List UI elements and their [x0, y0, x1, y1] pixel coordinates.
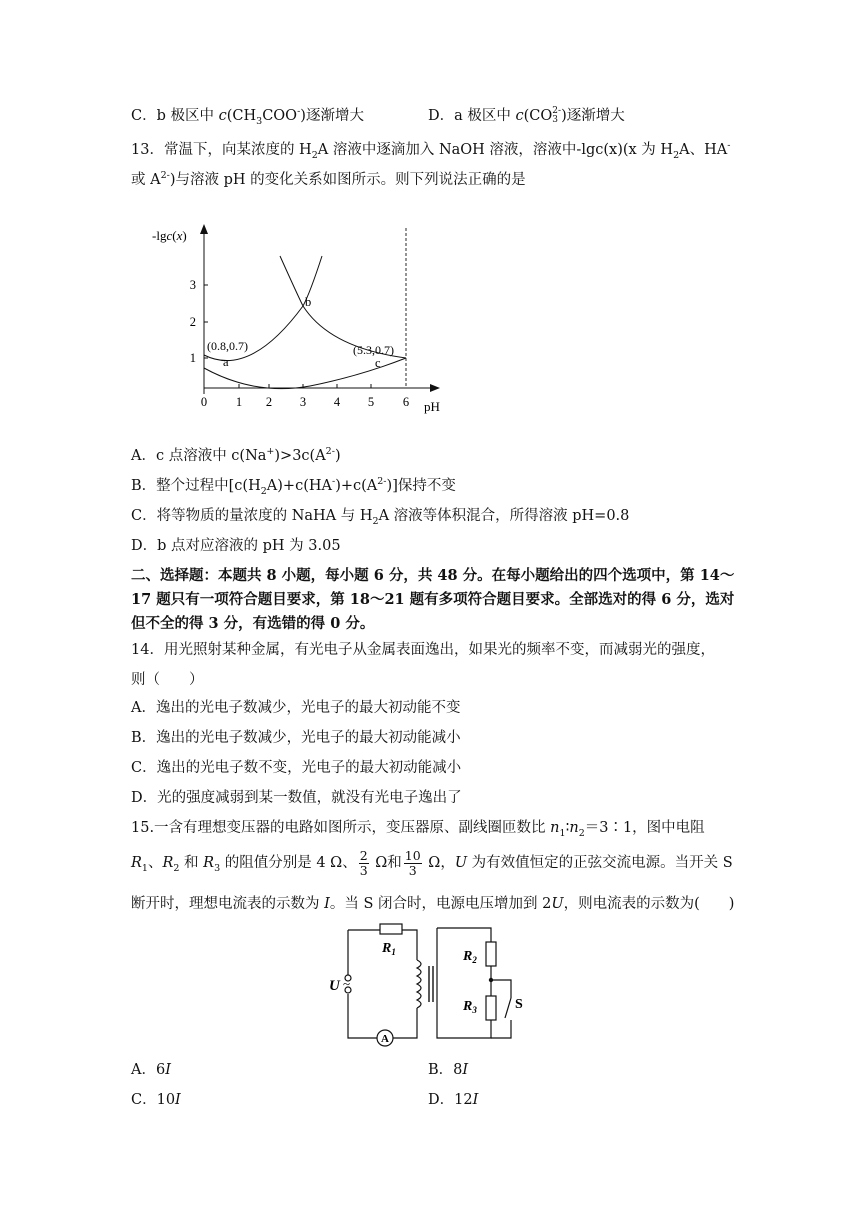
- y-tick-2: 2: [189, 315, 196, 329]
- resistor-r2: [486, 942, 496, 966]
- q15-option-a: A．6I: [131, 1062, 171, 1078]
- x-tick-4: 4: [333, 395, 341, 409]
- q14-stem-line1: 14．用光照射某种金属，有光电子从金属表面逸出，如果光的频率不变，而减弱光的强度，: [131, 642, 715, 658]
- resistor-r1: [380, 924, 402, 934]
- fraction-10-3: $\frac{10}{3}$: [404, 847, 421, 878]
- q13-option-d: D．b 点对应溶液的 pH 为 3.05: [131, 538, 341, 554]
- primary-coil: [417, 960, 421, 1008]
- q12-option-c: C．b 极区中 $c(CH_3COO^-)$逐渐增大: [131, 106, 364, 127]
- q14-option-a: A．逸出的光电子数减少，光电子的最大初动能不变: [131, 700, 461, 716]
- resistor-r3: [486, 996, 496, 1020]
- point-a-label: a: [223, 355, 229, 369]
- q15-stem-line3: 断开时，理想电流表的示数为 I。当 S 闭合时，电源电压增加到 2U，则电流表的示数为( ): [131, 896, 735, 912]
- fraction-2-3: $\frac{2}{3}$: [359, 847, 368, 878]
- q15-option-b: B．8I: [428, 1062, 469, 1078]
- x-tick-2: 2: [265, 395, 273, 409]
- label-r2: $R_2$: [463, 949, 477, 965]
- q13-option-a: A．c 点溶液中 $c(Na^+)>3c(A^{2-})$: [131, 446, 341, 464]
- label-u: U: [329, 978, 340, 994]
- q15-stem-line2: $R_1$、$R_2$ 和 $R_3$ 的阻值分别是 4 Ω、 $\frac{2}{3}$ Ω和 $\frac{10}{3}$ Ω，U 为有效值恒定的正弦交流电源。当开关 S: [131, 847, 733, 878]
- q14-option-d: D．光的强度减弱到某一数值，就没有光电子逸出了: [131, 790, 462, 806]
- switch-s: [505, 998, 511, 1018]
- q14-option-b: B．逸出的光电子数减少，光电子的最大初动能减小: [131, 730, 461, 746]
- coord-a: (0.8,0.7): [207, 339, 248, 353]
- section2-line1: 二、选择题：本题共 8 小题，每小题 6 分，共 48 分。在每小题给出的四个选项中，第 14～: [131, 567, 735, 584]
- q13-graph: [150, 218, 450, 418]
- section2-line2: 17 题只有一项符合题目要求，第 18～21 题有多项符合题目要求。全部选对的得 6 分，选对: [131, 591, 735, 608]
- x-axis-label: pH: [424, 399, 440, 414]
- label-r3: $R_3$: [463, 999, 477, 1015]
- q15-option-c: C．10I: [131, 1092, 181, 1108]
- y-axis-label: -lgc(x): [152, 228, 187, 243]
- y-tick-1: 1: [189, 351, 196, 365]
- q12-option-d: D．a 极区中 c(CO 2- 3 )逐渐增大: [428, 106, 625, 125]
- x-tick-3: 3: [299, 395, 307, 409]
- q14-option-c: C．逸出的光电子数不变，光电子的最大初动能减小: [131, 760, 462, 776]
- x-axis-arrow: [430, 384, 440, 392]
- q15-circuit: [325, 920, 535, 1060]
- point-b-label: b: [305, 295, 312, 309]
- q15-stem-line1: 15.一含有理想变压器的电路如图所示，变压器原、副线圈匝数比 $n_1∶n_2=3∶1$，图中电阻: [131, 820, 705, 839]
- q13-option-b: B．整个过程中$[c(H_2A)+c(HA^-)+c(A^{2-})]$保持不变: [131, 476, 456, 497]
- q13-stem-line2: 或 $A^{2-}$)与溶液 pH 的变化关系如图所示。则下列说法正确的是: [131, 170, 526, 188]
- label-ammeter: A: [381, 1033, 389, 1045]
- ac-tilde: ~: [343, 976, 351, 991]
- q14-stem-line2: 则（ ）: [131, 672, 204, 688]
- junction-dot: [489, 978, 493, 982]
- y-tick-3: 3: [189, 278, 196, 292]
- x-tick-6: 6: [402, 395, 410, 409]
- q13-option-c: C．将等物质的量浓度的 NaHA 与 $H_2A$ 溶液等体积混合，所得溶液 pH=0.8: [131, 508, 630, 527]
- q13-stem-line1: 13．常温下，向某浓度的 $H_2A$ 溶液中逐滴加入 NaOH 溶液，溶液中-lgc(x)(x 为 $H_2A$、HA-: [131, 140, 731, 161]
- x-tick-5: 5: [367, 395, 375, 409]
- x-tick-0: 0: [200, 395, 208, 409]
- point-c-label: c: [375, 356, 381, 370]
- q15-option-d: D．12I: [428, 1092, 479, 1108]
- section2-line3: 但不全的得 3 分，有选错的得 0 分。: [131, 615, 375, 632]
- coord-c: (5.3,0.7): [353, 343, 394, 357]
- label-r1: $R_1$: [382, 941, 396, 957]
- x-tick-1: 1: [235, 395, 243, 409]
- label-s: S: [515, 997, 523, 1012]
- y-axis-arrow: [200, 224, 208, 234]
